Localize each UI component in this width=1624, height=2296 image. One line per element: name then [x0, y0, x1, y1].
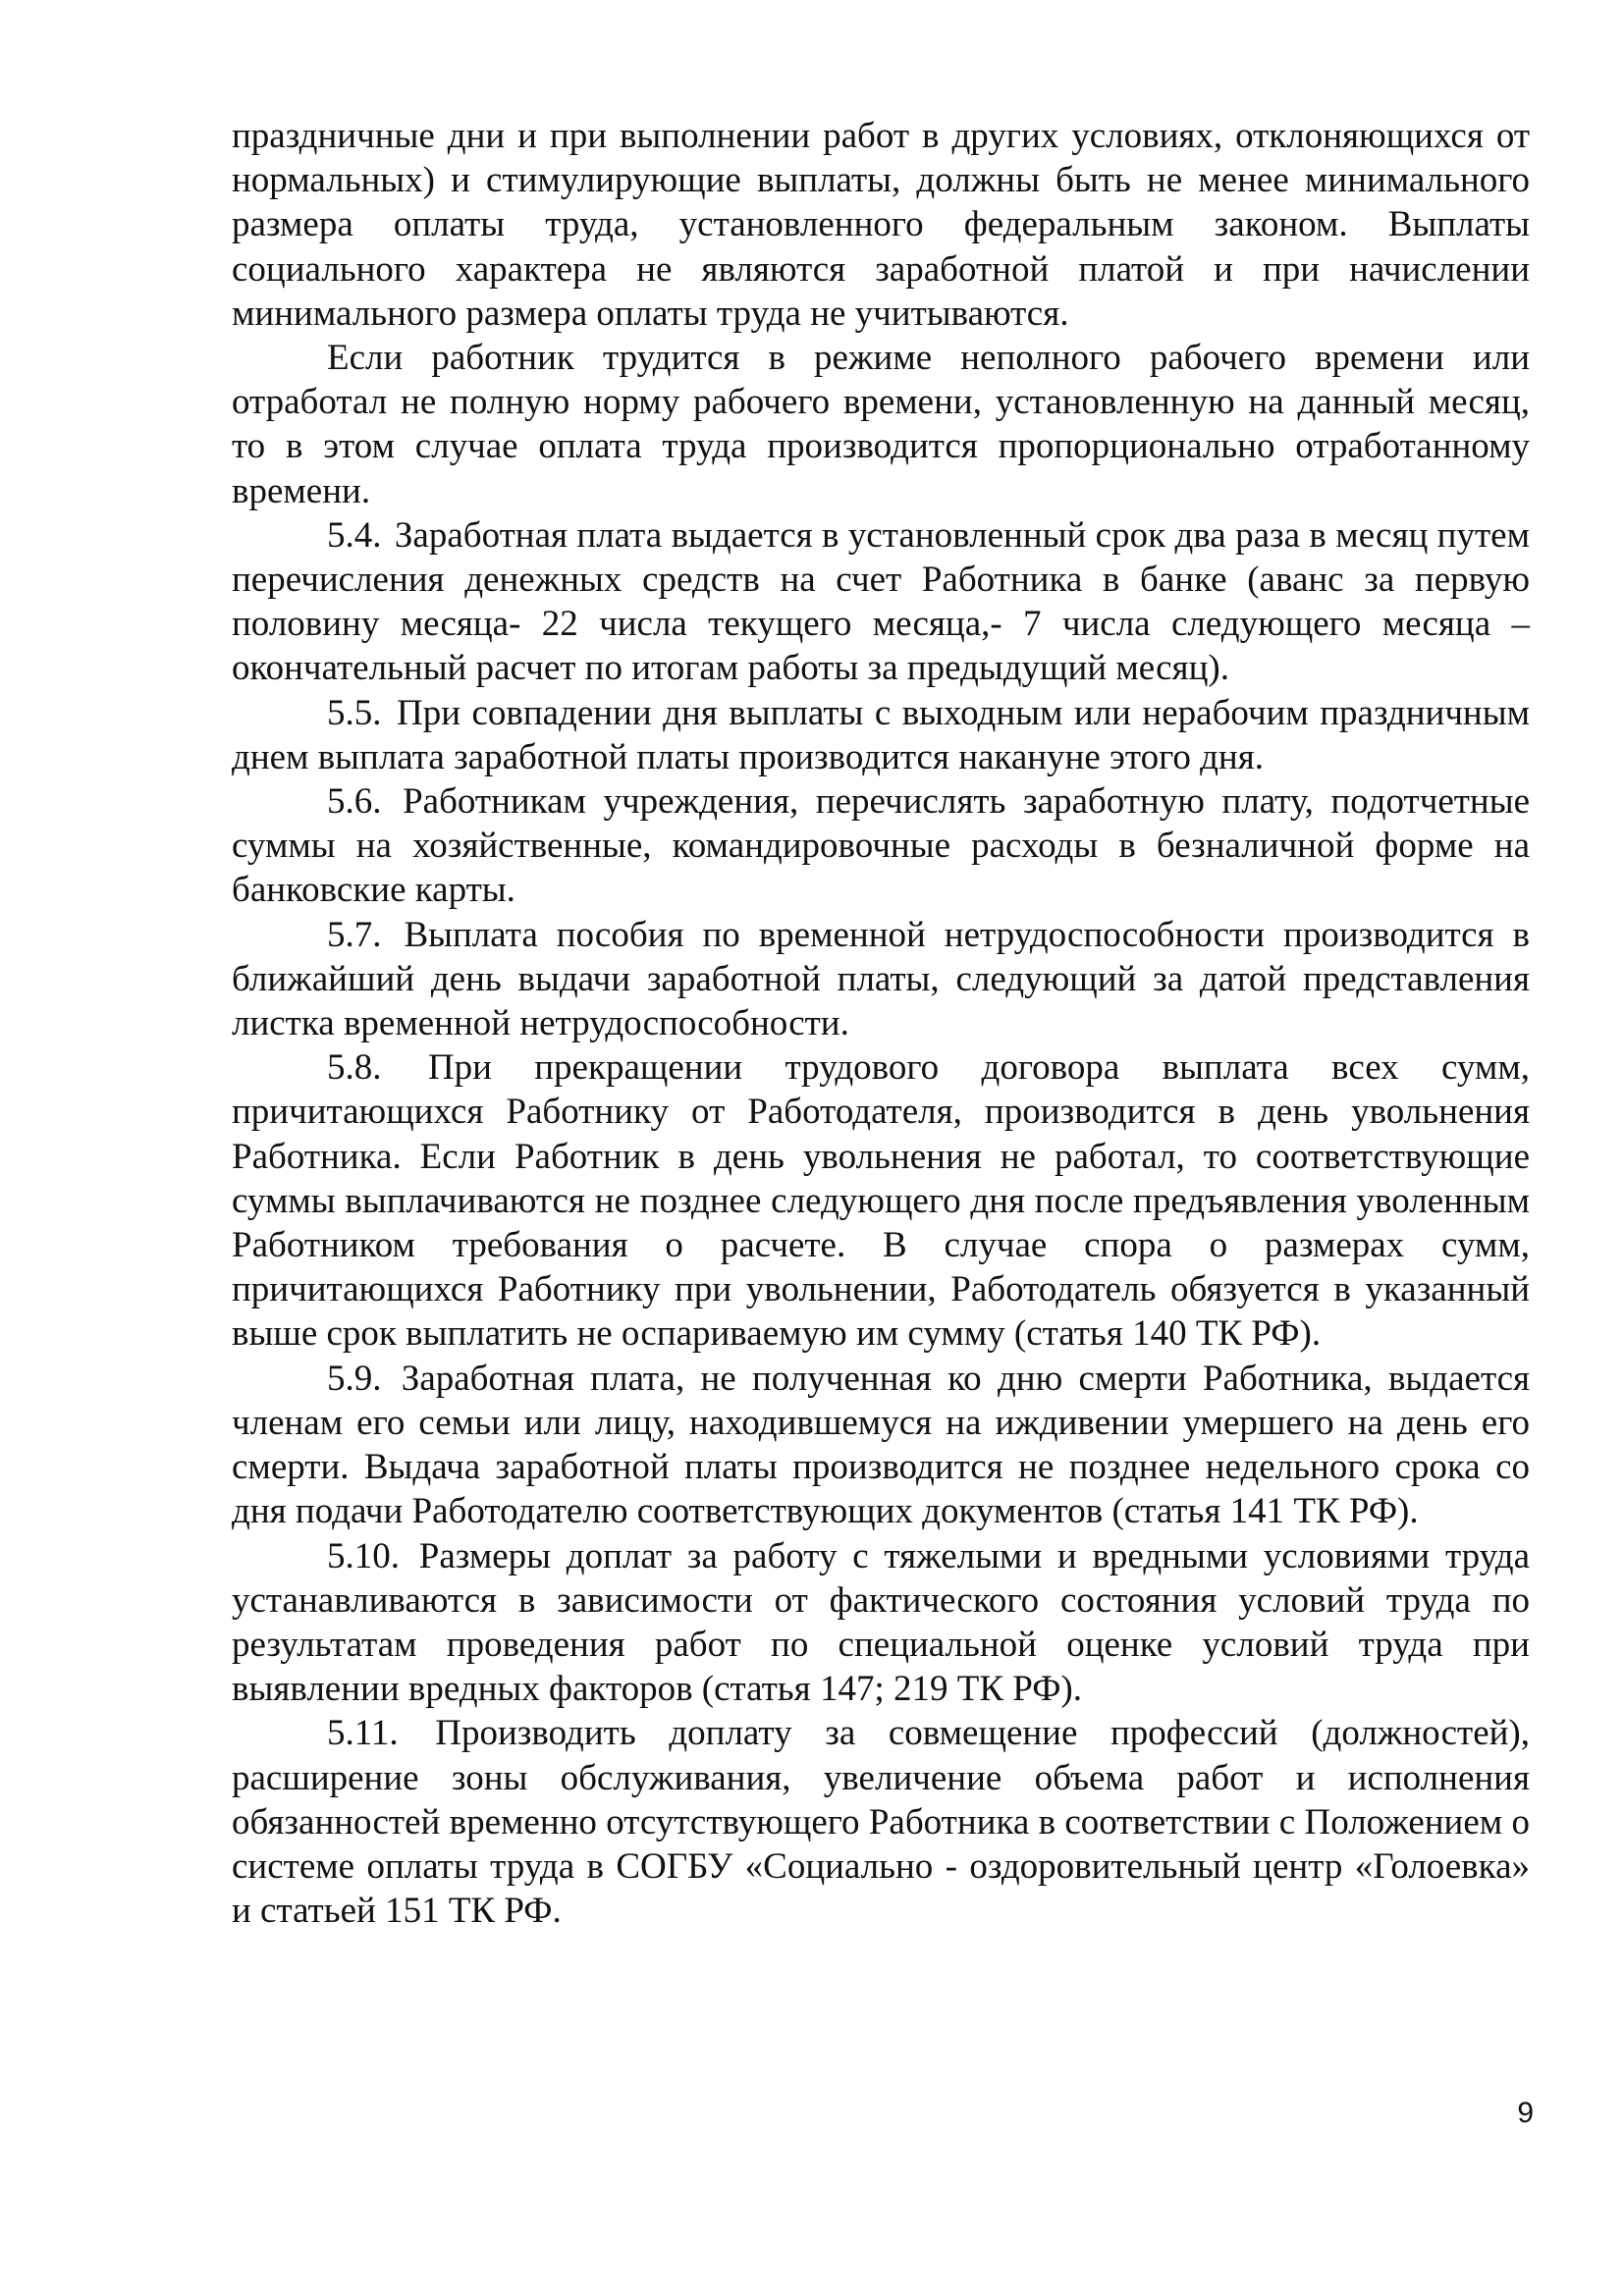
clause-number: 5.11.	[327, 1713, 399, 1754]
clause-number: 5.8.	[327, 1047, 382, 1089]
clause-number: 5.10.	[327, 1535, 400, 1576]
clause-text: При совпадении дня выплаты с выходным или нерабочим праздничным днем выплата заработной платы производится накануне этого дня.	[232, 692, 1530, 777]
paragraph-text: праздничные дни и при выполнении работ в других условиях, отклоняющихся от нормальных) и стимулирующие выплаты, должны быть не менее минимального размера оплаты труда, установленного федеральным законом. Выплаты социального характера не являются заработной платой и при начислении минимального размера оплаты труда не учитываются.	[232, 116, 1530, 334]
clause-number: 5.6.	[327, 781, 382, 823]
clause-number: 5.9.	[327, 1358, 382, 1399]
paragraph-continuation	[232, 114, 1530, 336]
clause-text: При прекращении трудового договора выплата всех сумм, причитающихся Работнику от Работодателя, производится в день увольнения Работника. Если Работник в день увольнения не работал, то соответствующие суммы выплачиваются не позднее следующего дня после предъявления уволенным Работником требования о расчете. В случае спора о размерах сумм, причитающихся Работнику при увольнении, Работодатель обязуется в указанный выше срок выплатить не оспариваемую им сумму (статья 140 ТК РФ).	[232, 1047, 1531, 1355]
clause-text: Заработная плата выдается в установленный срок два раза в месяц путем перечисления денежных средств на счет Работника в банке (аванс за первую половину месяца- 22 числа текущего месяца,- 7 числа следующего месяца – окончательный расчет по итогам работы за предыдущий месяц).	[232, 514, 1530, 689]
clause-5-9	[232, 1357, 1530, 1534]
document-page	[232, 114, 1530, 1933]
clause-5-8	[232, 1045, 1530, 1356]
clause-text: Работникам учреждения, перечислять заработную плату, подотчетные суммы на хозяйственные, командировочные расходы в безналичной форме на банковские карты.	[232, 781, 1531, 911]
clause-5-10	[232, 1534, 1530, 1712]
clause-5-6	[232, 779, 1530, 913]
paragraph-part-time	[232, 336, 1530, 513]
clause-text: Заработная плата, не полученная ко дню смерти Работника, выдается членам его семьи или лицу, находившемуся на иждивении умершего на день его смерти. Выдача заработной платы производится не позднее недельного срока со дня подачи Работодателю соответствующих документов (статья 141 ТК РФ).	[232, 1358, 1531, 1532]
clause-text: Производить доплату за совмещение профессий (должностей), расширение зоны обслуживания, увеличение объема работ и исполнения обязанностей временно отсутствующего Работника в соответствии с Положением о системе оплаты труда в СОГБУ «Социально - оздоровительный центр «Голоевка» и статьей 151 ТК РФ.	[232, 1713, 1530, 1932]
clause-number: 5.4.	[327, 514, 382, 556]
clause-5-7	[232, 913, 1530, 1046]
clause-5-5	[232, 691, 1530, 779]
page-number: 9	[1517, 2097, 1534, 2129]
paragraph-text: Если работник трудится в режиме неполного рабочего времени или отработал не полную норму рабочего времени, установленную на данный месяц, то в этом случае оплата труда производится пропорционально отработанному времени.	[232, 338, 1530, 511]
clause-number: 5.7.	[327, 914, 382, 955]
clause-number: 5.5.	[327, 692, 382, 733]
clause-5-11	[232, 1711, 1530, 1933]
clause-text: Размеры доплат за работу с тяжелыми и вредными условиями труда устанавливаются в зависимости от фактического состояния условий труда по результатам проведения работ по специальной оценке условий труда при выявлении вредных факторов (статья 147; 219 ТК РФ).	[232, 1535, 1530, 1710]
clause-text: Выплата пособия по временной нетрудоспособности производится в ближайший день выдачи заработной платы, следующий за датой представления листка временной нетрудоспособности.	[232, 914, 1530, 1044]
clause-5-4	[232, 513, 1530, 691]
